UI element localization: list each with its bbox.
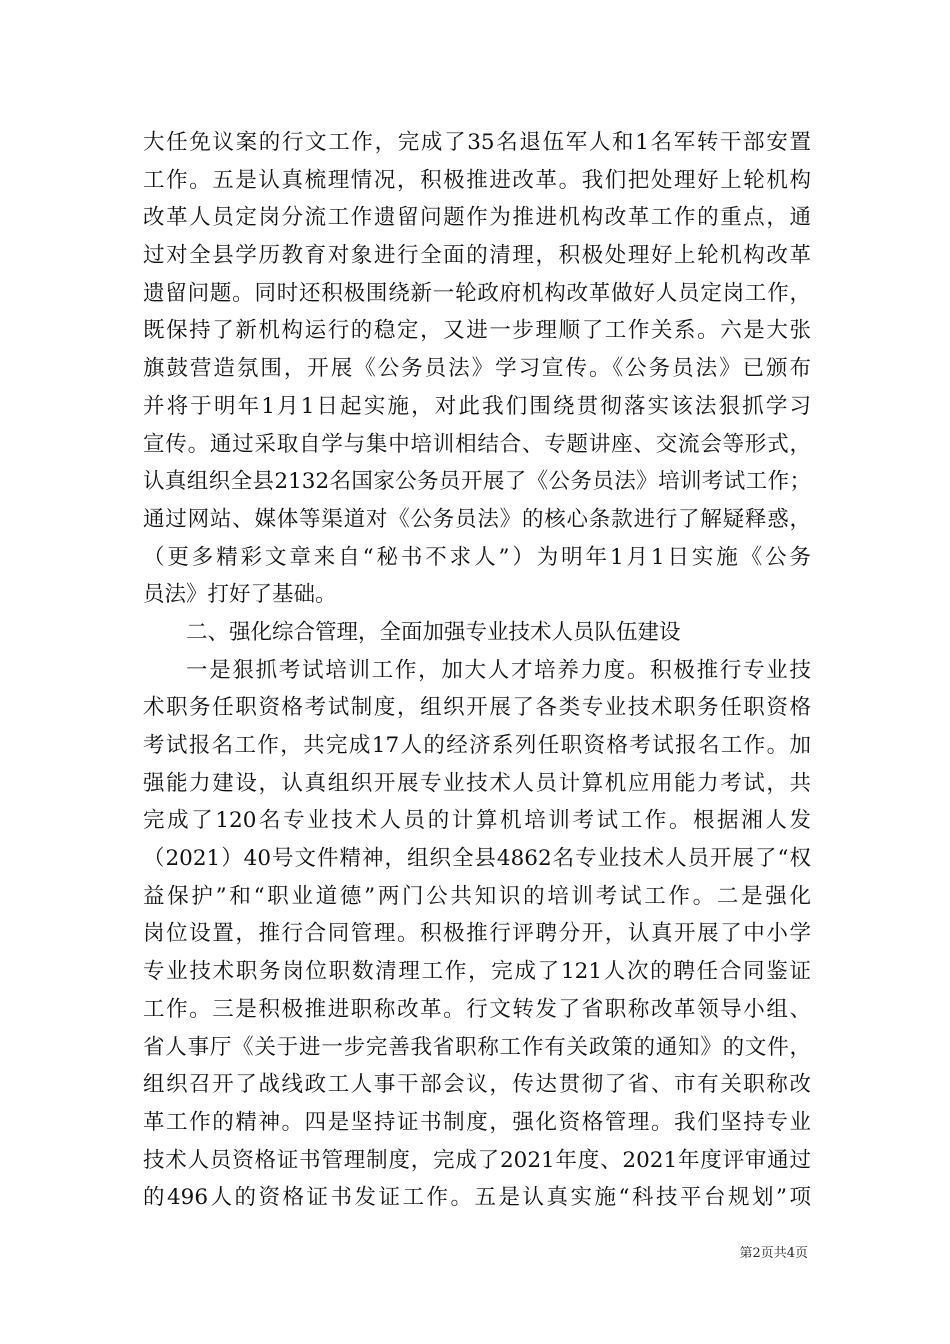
text-line: 改革人员定岗分流工作遗留问题作为推进机构改革工作的重点，通 <box>143 205 811 231</box>
text-line: 考试报名工作，共完成17人的经济系列任职资格考试报名工作。加 <box>143 733 811 758</box>
text-line: 大任免议案的行文工作，完成了35名退伍军人和1名军转干部安置 <box>143 130 811 155</box>
text-line: 组织召开了战线政工人事干部会议，传达贯彻了省、市有关职称改 <box>143 1072 811 1098</box>
text-line: 一是狠抓考试培训工作，加大人才培养力度。积极推行专业技 <box>186 657 811 683</box>
text-line: 省人事厅《关于进一步完善我省职称工作有关政策的通知》的文件， <box>143 1034 811 1060</box>
text-line: 通过网站、媒体等渠道对《公务员法》的核心条款进行了解疑释惑， <box>143 506 811 532</box>
text-line: 完成了120名专业技术人员的计算机培训考试工作。根据湘人发 <box>143 808 811 834</box>
text-line: 岗位设置，推行合同管理。积极推行评聘分开，认真开展了中小学 <box>143 921 811 947</box>
text-line: 过对全县学历教育对象进行全面的清理，积极处理好上轮机构改革 <box>143 243 811 269</box>
text-line: 认真组织全县2132名国家公务员开展了《公务员法》培训考试工作； <box>143 469 811 495</box>
page-number: 第2页共4页 <box>739 1246 808 1261</box>
text-line: 旗鼓营造氛围，开展《公务员法》学习宣传。《公务员法》已颁布 <box>143 356 811 382</box>
text-line: 工作。五是认真梳理情况，积极推进改革。我们把处理好上轮机构 <box>143 167 811 193</box>
text-line: 的496人的资格证书发证工作。五是认真实施“科技平台规划”项 <box>143 1185 811 1211</box>
text-line: 遗留问题。同时还积极围绕新一轮政府机构改革做好人员定岗工作， <box>143 280 811 306</box>
text-line: 工作。三是积极推进职称改革。行文转发了省职称改革领导小组、 <box>143 996 811 1022</box>
text-line: 益保护”和“职业道德”两门公共知识的培训考试工作。二是强化 <box>143 883 811 909</box>
text-line: 专业技术职务岗位职数清理工作，完成了121人次的聘任合同鉴证 <box>143 959 811 985</box>
text-line: 并将于明年1月1日起实施，对此我们围绕贯彻落实该法狠抓学习 <box>143 393 811 419</box>
text-line: 员法》打好了基础。 <box>143 582 337 608</box>
text-line: 强能力建设，认真组织开展专业技术人员计算机应用能力考试，共 <box>143 770 811 796</box>
text-line: 宣传。通过采取自学与集中培训相结合、专题讲座、交流会等形式， <box>143 431 811 457</box>
document-body <box>143 124 811 1217</box>
text-line: （更多精彩文章来自“秘书不求人”）为明年1月1日实施《公务 <box>143 544 811 570</box>
text-line: 既保持了新机构运行的稳定，又进一步理顺了工作关系。六是大张 <box>143 318 811 344</box>
text-line: （2021）40号文件精神，组织全县4862名专业技术人员开展了“权 <box>143 846 811 872</box>
section-heading: 二、强化综合管理，全面加强专业技术人员队伍建设 <box>186 619 681 645</box>
text-line: 术职务任职资格考试制度，组织开展了各类专业技术职务任职资格 <box>143 695 811 721</box>
text-line: 技术人员资格证书管理制度，完成了2021年度、2021年度评审通过 <box>143 1147 811 1173</box>
text-line: 革工作的精神。四是坚持证书制度，强化资格管理。我们坚持专业 <box>143 1109 811 1135</box>
